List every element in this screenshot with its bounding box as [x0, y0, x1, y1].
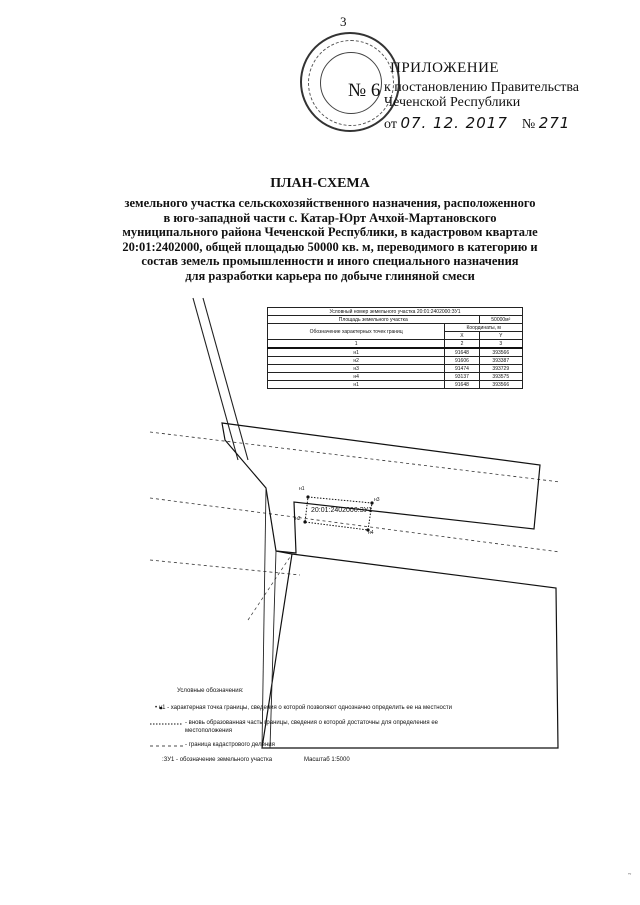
- table-cell-point: н2: [268, 357, 445, 365]
- table-index-cell: 1: [268, 340, 445, 349]
- coordinates-table: [267, 307, 523, 389]
- margin-mark: ~: [628, 872, 632, 878]
- table-cell-y: 393566: [479, 348, 522, 357]
- table-area-label: Площадь земельного участка: [268, 316, 480, 324]
- table-row: [268, 357, 523, 365]
- table-cell-point: н4: [268, 373, 445, 381]
- legend-item-new-boundary: - вновь образованная часть границы, сведения о которой достаточны для определения ее: [185, 720, 438, 726]
- legend-heading: Условные обозначения:: [177, 688, 244, 694]
- cadastral-boundary-line: [150, 432, 560, 482]
- subtitle-line: 20:01:2402000, общей площадью 50000 кв. м, переводимого в категорию и: [122, 239, 538, 254]
- parcel-label: 20:01:2402000:ЗУ1: [311, 507, 373, 514]
- table-header-coords: Координаты, м: [445, 324, 523, 332]
- point-label: н3: [374, 497, 380, 503]
- handwritten-date: 07. 12. 2017: [400, 114, 508, 132]
- table-header-y: Y: [479, 332, 522, 340]
- table-header-points: Обозначение характерных точек границ: [268, 324, 445, 340]
- table-cell-y: 393729: [479, 365, 522, 373]
- table-cell-x: 91648: [445, 348, 479, 357]
- table-index-cell: 2: [445, 340, 479, 349]
- large-parcel-outline: [262, 554, 558, 748]
- appendix-date-line: [384, 114, 570, 133]
- road-line-lower: [270, 551, 276, 748]
- table-area-value: 50000м²: [479, 316, 522, 324]
- corner-point-marker: [306, 495, 309, 498]
- point-label: н2: [295, 516, 301, 522]
- subtitle-line: земельного участка сельскохозяйственного назначения, расположенного: [124, 196, 536, 210]
- table-cell-y: 393387: [479, 357, 522, 365]
- map-scale: Масштаб 1:5000: [304, 757, 350, 763]
- subtitle-line: для разработки карьера по добыче глиняной смеси: [185, 268, 475, 283]
- date-prefix: от: [384, 117, 397, 132]
- table-row: [268, 381, 523, 389]
- table-cell-x: 91606: [445, 357, 479, 365]
- document-subtitle: [70, 196, 590, 283]
- subtitle-line: состав земель промышленности и иного специального назначения: [141, 254, 519, 268]
- subtitle-line: муниципального района Чеченской Республики, в кадастровом квартале: [122, 225, 538, 239]
- table-cell-point: н1: [268, 348, 445, 357]
- legend-item-cadastral-boundary: - граница кадастрового деления: [185, 742, 275, 748]
- road-edge-line: [193, 298, 238, 460]
- appendix-number: № 6: [348, 80, 381, 101]
- appendix-line-2: Чеченской Республики: [384, 95, 521, 110]
- table-cell-y: 393566: [479, 381, 522, 389]
- legend-item-new-boundary-cont: местоположения: [185, 728, 233, 734]
- table-cell-x: 91648: [445, 381, 479, 389]
- number-prefix: №: [521, 117, 536, 132]
- road-strip-outline: [222, 423, 540, 553]
- table-caption: Условный номер земельного участка 20:01:2402000:ЗУ1: [268, 308, 523, 316]
- point-label: н1: [299, 486, 305, 492]
- table-row: [268, 373, 523, 381]
- table-cell-point: н3: [268, 365, 445, 373]
- subtitle-line: в юго-западной части с. Катар-Юрт Ачхой-Мартановского: [163, 210, 497, 225]
- road-edge-line: [203, 298, 248, 460]
- table-header-x: X: [445, 332, 479, 340]
- table-cell-x: 93137: [445, 373, 479, 381]
- corner-point-marker: [303, 520, 306, 523]
- appendix-reference: [384, 80, 579, 110]
- legend-item-parcel-designation: :ЗУ1 - обозначение земельного участка: [162, 757, 273, 763]
- handwritten-number: 271: [538, 114, 571, 132]
- table-row: [268, 365, 523, 373]
- cadastral-boundary-line: [150, 560, 300, 575]
- document-title: ПЛАН-СХЕМА: [270, 176, 370, 191]
- table-cell-x: 91474: [445, 365, 479, 373]
- appendix-line-1: к постановлению Правительства: [384, 80, 580, 95]
- table-cell-y: 393575: [479, 373, 522, 381]
- point-label: н4: [368, 530, 374, 536]
- legend-item-point: • н1 - характерная точка границы, сведения о которой позволяют однозначно определить ее на местности: [155, 705, 452, 711]
- page-number: 3: [340, 14, 347, 29]
- appendix-title: ПРИЛОЖЕНИЕ: [390, 60, 500, 76]
- table-index-cell: 3: [479, 340, 522, 349]
- table-cell-point: н1: [268, 381, 445, 389]
- table-row: [268, 348, 523, 357]
